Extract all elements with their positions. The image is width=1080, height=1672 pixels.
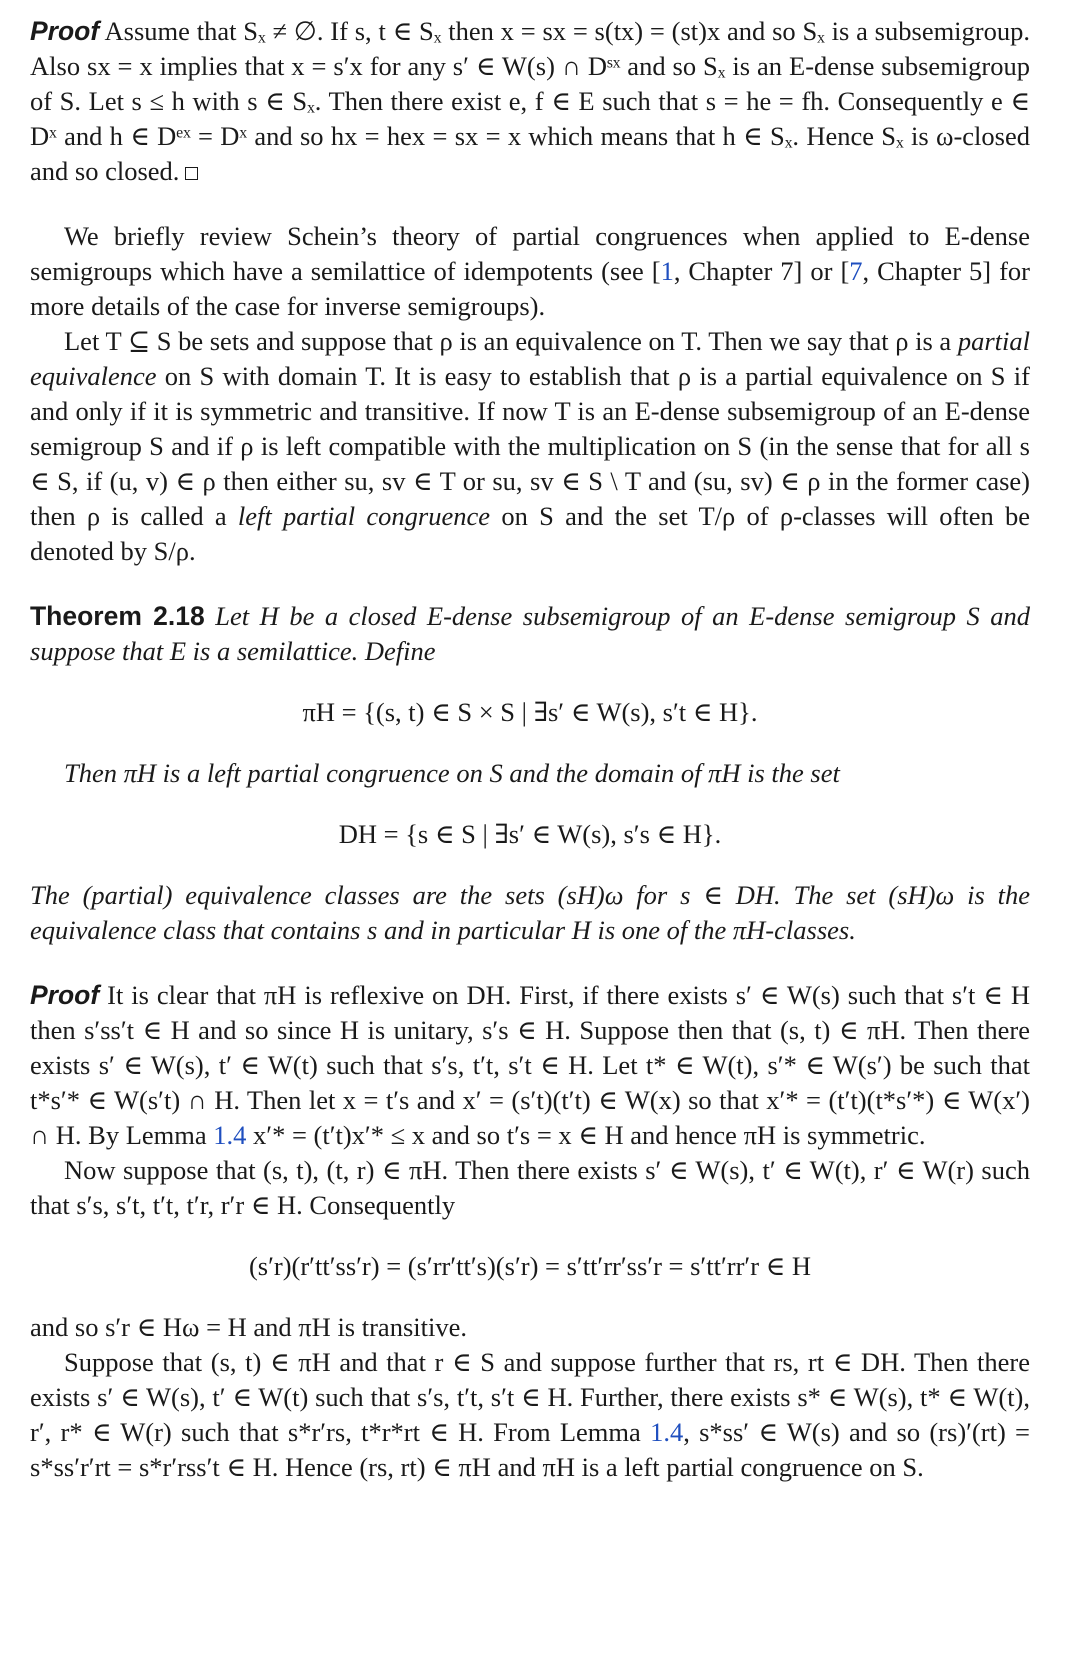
proof-left-compatibility: Suppose that (s, t) ∈ πH and that r ∈ S and suppose further that rs, rt ∈ DH. Then there exists s′ ∈ W(s), t′ ∈ W(t) such that s′s, t′t, s′t ∈ H. Further, there exists s* ∈ W(s), t* ∈ W(t), r′, r* ∈ W(r) such that s*r′rs, t*r*rt ∈ H. From Lemma 1.4, s*ss′ ∈ W(s) and so (rs)′(rt) = s*ss′r′rt = s*r′rss′t ∈ H. Hence (rs, rt) ∈ πH and πH is a left partial congruence on S. xyxy=(30,1347,1030,1482)
equation-transitivity: (s′r)(r′tt′ss′r) = (s′rr′tt′s)(s′r) = s′tt′rr′ss′r = s′tt′rr′r ∈ H xyxy=(248,1251,812,1281)
term-partial-equivalence: partial equivalence xyxy=(30,326,1030,391)
theorem-text: Let H be a closed E-dense subsemigroup of an E-dense semigroup S and suppose that E is a semilattice. Define xyxy=(30,601,1030,666)
proof-text: Assume that Sₓ ≠ ∅. If s, t ∈ Sₓ then x = sx = s(tx) = (st)x and so Sₓ is a subsemigroup. Also sx = x implies that x = s′x for any s′ ∈ W(s) ∩ Dˢˣ and so Sₓ is an E-dense subsemigroup of S. Let s ≤ h with s ∈ Sₓ. Then there exist e, f ∈ E such that s = he = fh. Consequently e ∈ Dˣ and h ∈ Dᵉˣ = Dˣ and so hx = hex = sx = x which means that h ∈ Sₓ. Hence Sₓ is ω-closed and so closed. xyxy=(30,16,1030,186)
page xyxy=(30,14,1030,1485)
proof-label: Proof xyxy=(30,16,100,46)
proof-label: Proof xyxy=(30,980,100,1010)
equation-pi-h: πH = {(s, t) ∈ S × S | ∃s′ ∈ W(s), s′t ∈ H}. xyxy=(302,697,758,727)
proof-paragraph-2: Proof It is clear that πH is reflexive on DH. First, if there exists s′ ∈ W(s) such that s′t ∈ H then s′ss′t ∈ H and so since H is unitary, s′s ∈ H. Suppose then that (s, t) ∈ πH. Then there exists s′ ∈ W(s), t′ ∈ W(t) such that s′s, t′t, s′t ∈ H. Let t* ∈ W(t), s′* ∈ W(s′) be such that t*s′* ∈ W(s′t) ∩ H. Then let x = t′s and x′ = (s′t)(t′t) ∈ W(x) so that x′* = (t′t)(t*s′*) ∈ W(x′) ∩ H. By Lemma 1.4 x′* = (t′t)x′* ≤ x and so t′s = x ∈ H and hence πH is symmetric. xyxy=(30,980,1030,1150)
review-paragraph-2: Let T ⊆ S be sets and suppose that ρ is an equivalence on T. Then we say that ρ is a partial equivalence on S with domain T. It is easy to establish that ρ is a partial equivalence on S if and only if it is symmetric and transitive. If now T is an E-dense subsemigroup of an E-dense semigroup S and if ρ is left compatible with the multiplication on S (in the sense that for all s ∈ S, if (u, v) ∈ ρ then either su, sv ∈ T or su, sv ∈ S \ T and (su, sv) ∈ ρ in the former case) then ρ is called a left partial congruence on S and the set T/ρ of ρ-classes will often be denoted by S/ρ. xyxy=(30,326,1030,566)
proof-transitivity: Now suppose that (s, t), (t, r) ∈ πH. Then there exists s′ ∈ W(s), t′ ∈ W(t), r′ ∈ W(r) such that s′s, s′t, t′t, t′r, r′r ∈ H. Consequently xyxy=(30,1155,1030,1220)
lemma-link-1-4[interactable]: 1.4 xyxy=(213,1120,247,1150)
theorem-then: Then πH is a left partial congruence on S and the domain of πH is the set xyxy=(64,758,840,788)
citation-link-1[interactable]: 1 xyxy=(660,256,674,286)
theorem-label: Theorem 2.18 xyxy=(30,601,205,631)
theorem-statement xyxy=(30,599,1030,669)
citation-link-7[interactable]: 7 xyxy=(849,256,863,286)
proof-paragraph-1 xyxy=(30,14,1030,189)
lemma-link-1-4-second[interactable]: 1.4 xyxy=(650,1417,684,1447)
qed-square-icon xyxy=(185,167,198,180)
review-paragraph-1: We briefly review Schein’s theory of partial congruences when applied to E-dense semigroups which have a semilattice of idempotents (see [1, Chapter 7] or [7, Chapter 5] for more details of the case for inverse semigroups). xyxy=(30,221,1030,321)
theorem-classes: The (partial) equivalence classes are the sets (sH)ω for s ∈ DH. The set (sH)ω is the equivalence class that contains s and in particular H is one of the πH-classes. xyxy=(30,880,1030,945)
proof-transitive-conclusion: and so s′r ∈ Hω = H and πH is transitive. xyxy=(30,1312,467,1342)
equation-d-h: DH = {s ∈ S | ∃s′ ∈ W(s), s′s ∈ H}. xyxy=(338,819,722,849)
term-left-partial-congruence: left partial congruence xyxy=(237,501,491,531)
